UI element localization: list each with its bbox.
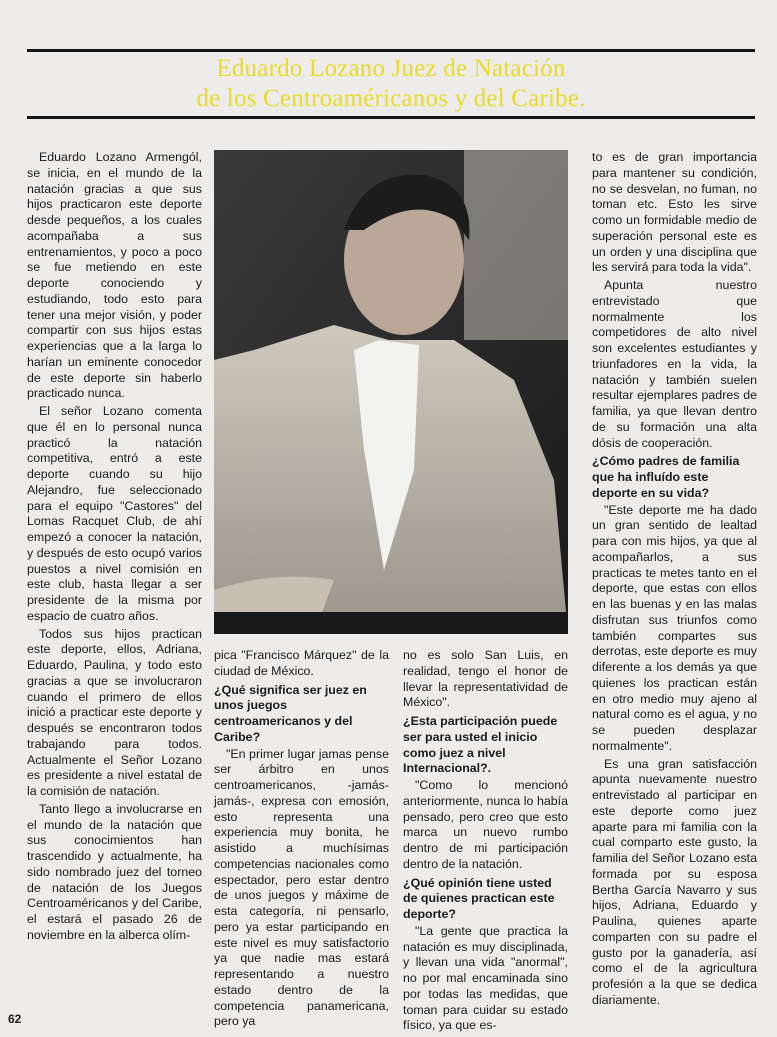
headline-line-2: de los Centroaméricanos y del Caribe. <box>196 85 586 112</box>
paragraph: Apunta nuestro entrevistado que normalmente los competidores de alto nivel son excelentes estudiantes y triunfadores en la vida, la natación y también suelen resultar ejemplares padres de familia, ya que llevan dentro de su formación una alta dósis de cooperación. <box>592 278 757 450</box>
bottom-rule <box>27 116 755 119</box>
paragraph: Todos sus hijos practican este deporte, ellos, Adriana, Eduardo, Paulina, y todo esto gracias a que se involucraron cuando el primero de ellos inició a practicar este deporte y después se encontraron todos trabajando para todos. Actualmente el Señor Lozano es presidente a nivel estatal de la comisión de natación. <box>27 626 202 798</box>
portrait-photo <box>214 150 568 634</box>
paragraph: to es de gran importancia para mantener su condición, no se desvelan, no fuman, no toman etc. Esto les sirve como un formidable medio de superación personal este es un orden y una disciplina que les servirá para toda la vida". <box>592 150 757 275</box>
column-2 <box>214 648 389 1030</box>
article-headline <box>27 54 755 114</box>
paragraph: no es solo San Luis, en realidad, tengo el honor de llevar la representatividad de México". <box>403 648 568 710</box>
page-number: 62 <box>8 1012 22 1026</box>
question-heading: ¿Cómo padres de familia que ha influído este deporte en su vida? <box>592 454 740 500</box>
column-4 <box>592 150 757 1009</box>
column-3 <box>403 648 568 1034</box>
paragraph: "Como lo mencionó anteriormente, nunca lo había pensado, pero creo que esto marca un nuevo rumbo dentro de mi participación dentro de la natación. <box>403 778 568 871</box>
headline-line-1: Eduardo Lozano Juez de Natación <box>216 55 566 82</box>
paragraph: "Este deporte me ha dado un gran sentido de lealtad para con mis hijos, ya que al acompañarlos, a sus practicas te metes tanto en el deporte, que estas con ellos en las buenas y en las malas disfrutan sus triunfos como también compartes sus derrotas, este deporte es muy diferente a los demás ya que quienes los practican están en otro medio muy ajeno al natural como es el agua, y no se pueden desplazar normalmente". <box>592 502 757 753</box>
question-heading: ¿Qué significa ser juez en unos juegos centroamericanos y del Caribe? <box>214 682 367 744</box>
column-1 <box>27 150 202 944</box>
paragraph: Tanto llego a involucrarse en el mundo de la natación que sus conocimientos han trascendido y actualmente, ha sido nombrado juez del torneo de natación de los Juegos Centroaméricanos y del Caribe, el estará el pasado 26 de noviembre en la alberca olím- <box>27 801 202 942</box>
question-heading: ¿Qué opinión tiene usted de quienes practican este deporte? <box>403 875 555 921</box>
photo-illustration <box>214 150 568 634</box>
paragraph: Es una gran satisfacción apunta nuevamente nuestro entrevistado al participar en este deporte como juez aparte para mi familia con la cual comparto este gusto, la familia del Señor Lozano esta formada por su esposa Bertha García Navarro y sus hijos, Adriana, Eduardo y Paulina, quienes aparte comparten con su padre el gusto por la ganadería, así como el de la agricultura profesión a la que se dedica diariamente. <box>592 756 757 1007</box>
question-heading: ¿Esta participación puede ser para usted el inicio como juez a nivel Internacional?. <box>403 714 558 776</box>
paragraph: Eduardo Lozano Armengól, se inicia, en el mundo de la natación gracias a que sus hijos practicaron este deporte desde pequeños, a los cuales acompañaba a sus entrenamientos, y poco a poco se fue metiendo en este deporte conociendo y estudiando, todo esto para tener una mejor visión, y poder compartir con sus hijos estas experiencias que a la larga lo harían un eminente conocedor de este deporte sin haberlo practicado nunca. <box>27 150 202 401</box>
top-rule <box>27 49 755 52</box>
paragraph: pica "Francisco Márquez" de la ciudad de México. <box>214 648 389 678</box>
paragraph: "En primer lugar jamas pense ser árbitro en unos centroamericanos, -jamás-jamás-, expresa con emosión, esto representa una experiencia muy bonita, he asistido a muchísimas competencias nacionales como espectador, pero estar dentro de unos juegos y máxime de esta categoría, ni pensarlo, pero ya estar participando en este nivel es muy satisfactorio ya que nadie mas estará representando a nuestro estado dentro de la competencia panamericana, pero ya <box>214 746 389 1029</box>
paragraph: El señor Lozano comenta que él en lo personal nunca practicó la natación competitiva, entró a este deporte cuando su hijo Alejandro, fue seleccionado para el equipo "Castores" del Lomas Racquet Club, de ahí empezó a conocer la natación, y después de esto ocupó varios puestos a nivel comisión en este club, hasta llegar a ser presidente de la misma por espacio de cuatro años. <box>27 404 202 623</box>
paragraph: "La gente que practica la natación es muy disciplinada, y llevan una vida "anormal", no por mal encaminada sino por todas las medidas, que toman para cuidar su estado físico, ya que es- <box>403 923 568 1033</box>
